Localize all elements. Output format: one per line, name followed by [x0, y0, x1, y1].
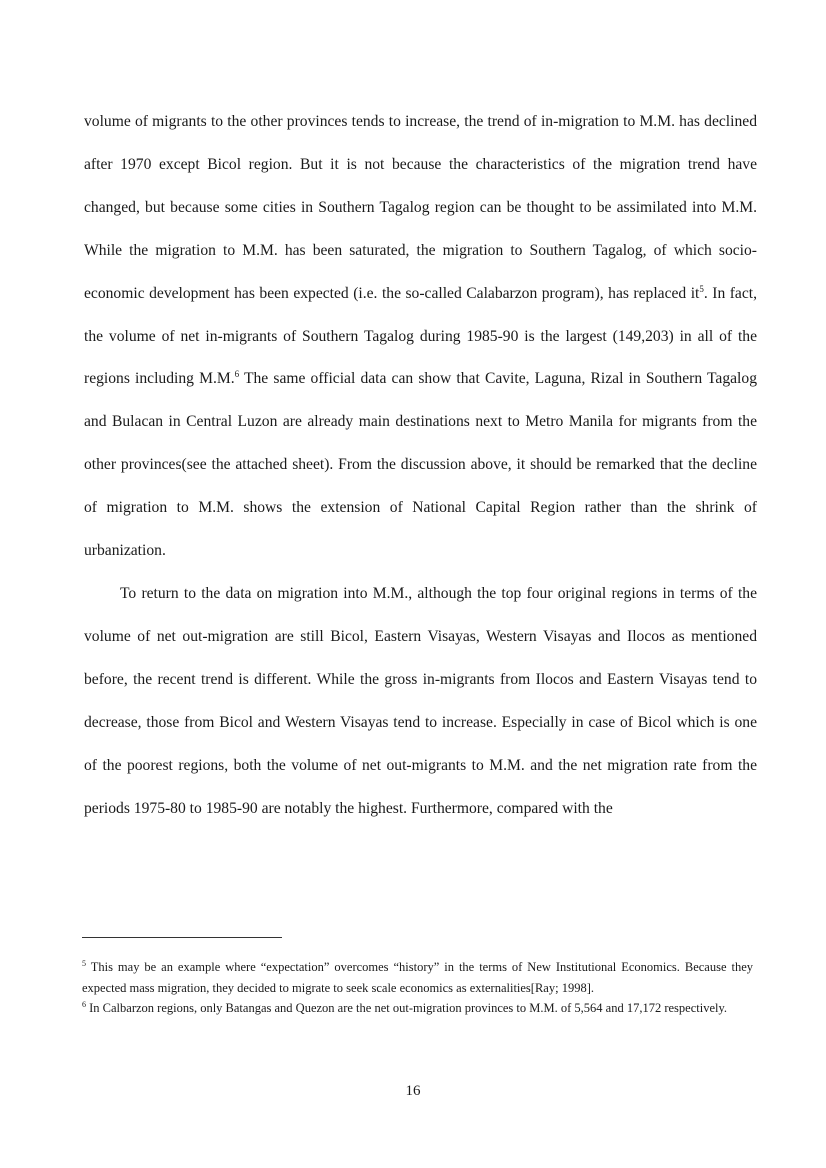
footnote-ref-5[interactable]: 5 — [699, 283, 704, 294]
footnote-marker: 6 — [82, 1000, 86, 1010]
paragraph-1-part-2: . In fact, the volume of net in-migrants of Southern Tagalog during 1985-90 is the largest (149,203) in all of the regions including M.M. — [84, 284, 758, 388]
footnote-6 — [82, 998, 753, 1019]
footnote-marker: 5 — [82, 959, 86, 968]
paragraph-2: To return to the data on migration into M.M., although the top four original regions in terms of the volume of net out-migration are still Bicol, Eastern Visayas, Western Visayas and Ilocos as mentioned before, the recent trend is different. While the gross in-migrants from Ilocos and Eastern Visayas tend to decrease, those from Bicol and Western Visayas tend to increase. Especially in case of Bicol which is one of the poorest regions, both the volume of net out-migrants to M.M. and the net migration rate from the periods 1975-80 to 1985-90 are notably the highest. Furthermore, compared with the — [84, 584, 757, 817]
paragraph-1 — [84, 101, 757, 573]
footnote-separator — [82, 937, 282, 938]
footnote-text: In Calbarzon regions, only Batangas and Quezon are the net out-migration provinces to M.M. of 5,564 and 17,172 respectively. — [86, 1001, 728, 1016]
footnotes — [82, 957, 753, 1019]
page-number: 16 — [405, 1083, 421, 1099]
footnote-ref-6[interactable]: 6 — [234, 369, 240, 380]
paragraph-1-part-3: The same official data can show that Cavite, Laguna, Rizal in Southern Tagalog and Bulacan in Central Luzon are already main destinations next to Metro Manila for migrants from the other provinces(see the attached sheet). From the discussion above, it should be remarked that the decline of migration to M.M. shows the extension of National Capital Region rather than the shrink of urbanization. — [84, 370, 757, 560]
paragraph-1-part-1: volume of migrants to the other provinces tends to increase, the trend of in-migration to M.M. has declined after 1970 except Bicol region. But it is not because the characteristics of the migration trend have changed, but because some cities in Southern Tagalog region can be thought to be assimilated into M.M. While the migration to M.M. has been saturated, the migration to Southern Tagalog, of which socio-economic development has been expected (i.e. the so-called Calabarzon program), has replaced it — [84, 113, 757, 302]
footnote-5 — [82, 957, 753, 998]
body-text — [84, 101, 757, 830]
footnote-text: This may be an example where “expectation” overcomes “history” in the terms of New Institutional Economics. Because they expected mass migration, they decided to migrate to seek scale economics as externalities[Ray; 1998]. — [82, 960, 753, 995]
